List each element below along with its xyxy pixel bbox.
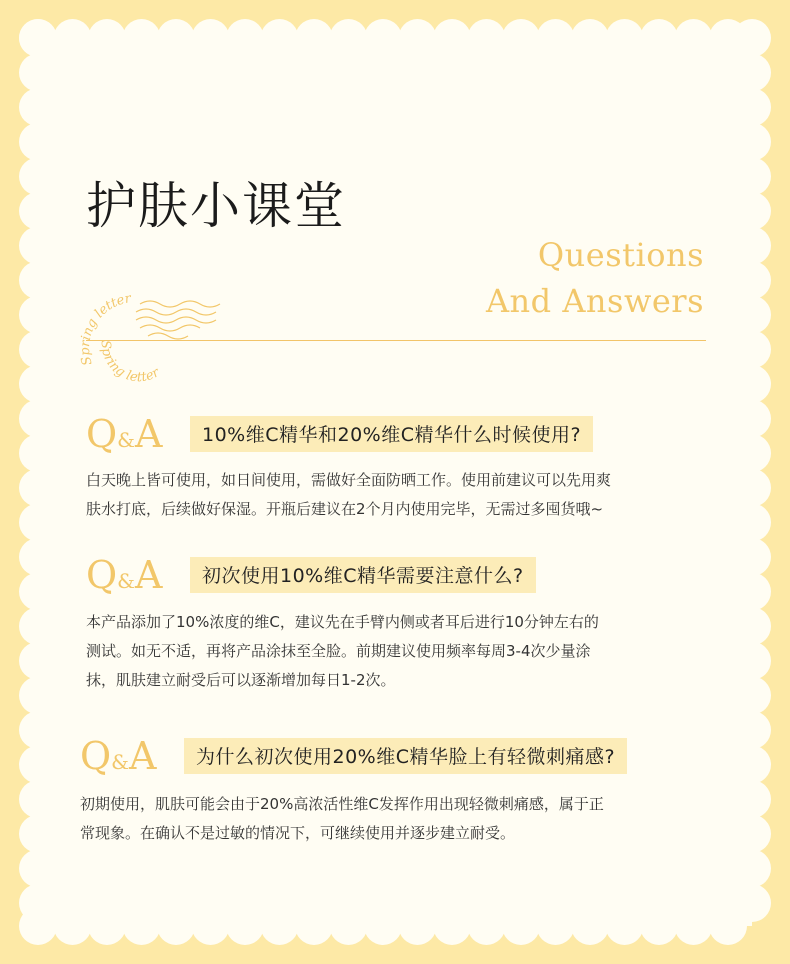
heading-line-1: Questions [537,236,704,274]
qa-mark-icon: Q&A [80,734,157,778]
qa-mark-icon: Q&A [86,553,163,597]
answer-line: 初期使用，肌肤可能会由于20%高浓活性维C发挥作用出现轻微刺痛感，属于正 [80,795,604,813]
faq-answer-2 [86,608,708,695]
answer-line: 抹，肌肤建立耐受后可以逐渐增加每日1-2次。 [86,671,396,689]
question-label: 10%维C精华和20%维C精华什么时候使用? [190,416,593,452]
spring-letter-stamp-icon [78,268,238,388]
answer-line: 白天晚上皆可使用，如日间使用，需做好全面防晒工作。使用前建议可以先用爽 [86,471,612,489]
answer-line: 常现象。在确认不是过敏的情况下，可继续使用并逐步建立耐受。 [80,824,516,842]
heading-line-2: And Answers [485,282,704,320]
question-label: 为什么初次使用20%维C精华脸上有轻微刺痛感? [184,738,627,774]
page-title: 护肤小课堂 [86,176,346,235]
questions-answers-heading [486,232,704,324]
svg-text:Spring letter [98,340,163,386]
qa-mark-icon: Q&A [86,412,163,456]
faq-answer-3 [80,790,702,848]
question-label: 初次使用10%维C精华需要注意什么? [190,557,536,593]
stamp-text-lower: Spring letter [97,339,163,386]
answer-line: 测试。如无不适，再将产品涂抹至全脸。前期建议使用频率每周3-4次少量涂 [86,642,591,660]
answer-line: 本产品添加了10%浓度的维C，建议先在手臂内侧或者耳后进行10分钟左右的 [86,613,599,631]
stamp-text: Spring letter [78,291,132,367]
faq-answer-1 [86,466,708,524]
divider-line [86,340,706,341]
answer-line: 肤水打底，后续做好保湿。开瓶后建议在2个月内使用完毕，无需过多囤货哦~ [86,500,604,518]
